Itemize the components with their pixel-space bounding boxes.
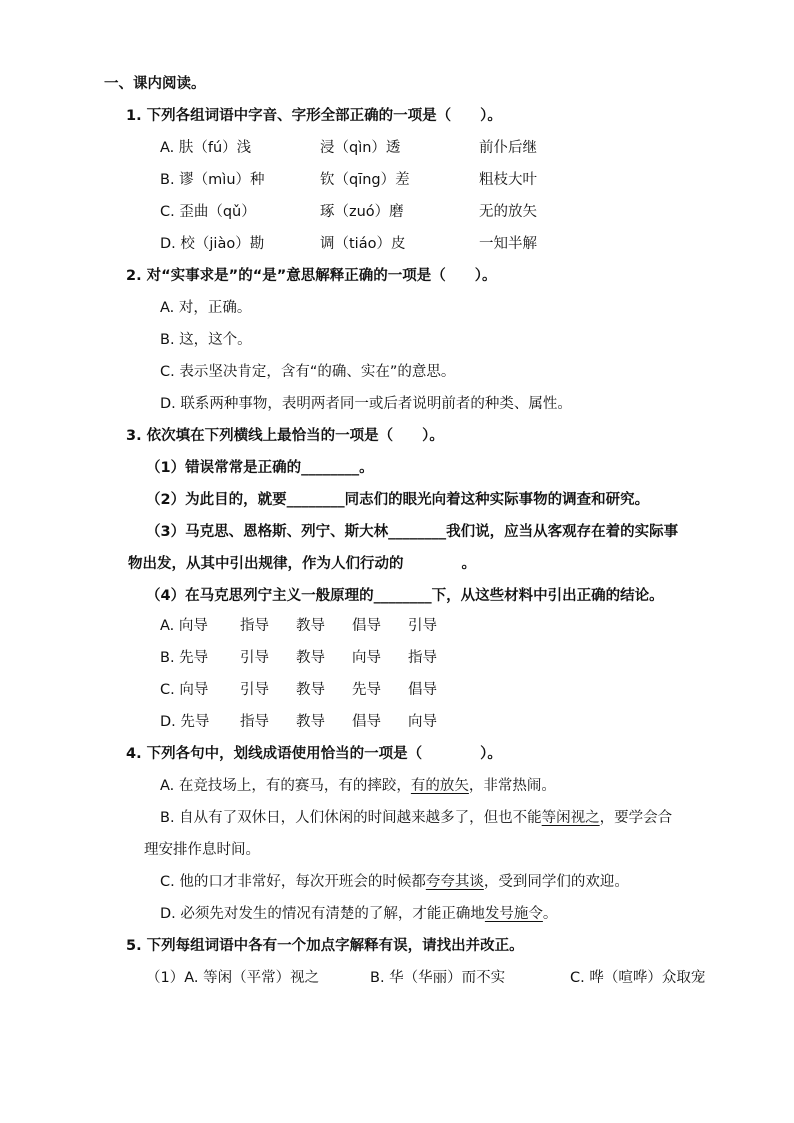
q3-sentence-4: （4）在马克思列宁主义一般原理的________下，从这些材料中引出正确的结论。 [146, 588, 664, 604]
q4-option-c [160, 872, 629, 892]
q3-c-w3: 教导 [296, 682, 325, 698]
q3-stem: 3. 依次填在下列横线上最恰当的一项是（ ）。 [126, 428, 444, 444]
q5-1-a: （1）A. 等闲（平常）视之 [146, 970, 320, 986]
q4-b-text: B. 自从有了双休日，人们休闲的时间越来越多了，但也不能 [160, 810, 542, 826]
q3-d-w4: 倡导 [352, 714, 381, 730]
q3-d-w3: 教导 [296, 714, 325, 730]
q4-a-underlined-idiom: 有的放矢 [410, 778, 469, 794]
q3-a-w1: A. 向导 [160, 618, 208, 634]
q4-option-b [160, 808, 672, 828]
q3-d-w5: 向导 [408, 714, 437, 730]
q4-c-text: C. 他的口才非常好，每次开班会的时候都 [160, 874, 426, 890]
q1-stem: 1. 下列各组词语中字音、字形全部正确的一项是（ ）。 [126, 108, 502, 124]
q5-1-b: B. 华（华丽）而不实 [370, 970, 506, 986]
q4-d-text: D. 必须先对发生的情况有清楚的了解，才能正确地 [160, 906, 485, 922]
q3-c-w2: 引导 [240, 682, 269, 698]
q1-c-word1: C. 歪曲（qǔ） [160, 204, 256, 220]
q1-a-word3: 前仆后继 [479, 140, 537, 156]
q5-1-c: C. 哗（喧哗）众取宠 [570, 970, 706, 986]
q1-b-word1: B. 谬（mìu）种 [160, 172, 265, 188]
q1-d-word1: D. 校（jiào）勘 [160, 236, 265, 252]
section-title: 一、课内阅读。 [104, 76, 206, 92]
q4-b-text-end: ，要学会合 [599, 810, 673, 826]
q3-b-w3: 教导 [296, 650, 325, 666]
q3-b-w2: 引导 [240, 650, 269, 666]
q5-stem: 5. 下列每组词语中各有一个加点字解释有误，请找出并改正。 [126, 938, 524, 954]
q3-sentence-3: （3）马克思、恩格斯、列宁、斯大林________我们说，应当从客观存在着的实际事 [146, 524, 679, 540]
q1-a-word1: A. 肤（fú）浅 [160, 140, 252, 156]
q4-a-text-end: ，非常热闹。 [468, 778, 556, 794]
q3-b-w4: 向导 [352, 650, 381, 666]
q4-option-d [160, 904, 557, 924]
q3-b-w5: 指导 [408, 650, 437, 666]
q2-option-b: B. 这，这个。 [160, 332, 252, 348]
q3-c-w1: C. 向导 [160, 682, 209, 698]
q4-option-b-cont: 理安排作息时间。 [144, 842, 260, 858]
q2-option-d: D. 联系两种事物，表明两者同一或后者说明前者的种类、属性。 [160, 396, 572, 412]
q4-b-underlined-idiom: 等闲视之 [541, 810, 600, 826]
q4-d-text-end: 。 [542, 906, 558, 922]
q4-c-text-end: ，受到同学们的欢迎。 [483, 874, 629, 890]
q1-b-word2: 钦（qīng）差 [320, 172, 410, 188]
q3-sentence-1: （1）错误常常是正确的________。 [146, 460, 374, 476]
q3-sentence-3-cont: 物出发，从其中引出规律，作为人们行动的 。 [128, 556, 476, 572]
q3-a-w2: 指导 [240, 618, 269, 634]
q1-a-word2: 浸（qìn）透 [320, 140, 401, 156]
q4-a-text: A. 在竞技场上，有的赛马，有的摔跤， [160, 778, 411, 794]
q3-c-w4: 先导 [352, 682, 381, 698]
q4-option-a [160, 776, 556, 796]
q2-option-c: C. 表示坚决肯定，含有“的确、实在”的意思。 [160, 364, 456, 380]
q3-b-w1: B. 先导 [160, 650, 209, 666]
q4-d-underlined-idiom: 发号施令 [484, 906, 543, 922]
q2-stem: 2. 对“实事求是”的“是”意思解释正确的一项是（ ）。 [126, 268, 497, 284]
q4-stem: 4. 下列各句中，划线成语使用恰当的一项是（ ）。 [126, 746, 502, 762]
q3-a-w4: 倡导 [352, 618, 381, 634]
q3-c-w5: 倡导 [408, 682, 437, 698]
q3-d-w1: D. 先导 [160, 714, 210, 730]
q3-d-w2: 指导 [240, 714, 269, 730]
q4-c-underlined-idiom: 夸夸其谈 [425, 874, 484, 890]
q1-c-word2: 琢（zuó）磨 [320, 204, 404, 220]
q1-d-word3: 一知半解 [479, 236, 537, 252]
q3-a-w3: 教导 [296, 618, 325, 634]
q1-d-word2: 调（tiáo）皮 [320, 236, 406, 252]
q2-option-a: A. 对，正确。 [160, 300, 252, 316]
q3-a-w5: 引导 [408, 618, 437, 634]
q1-c-word3: 无的放矢 [479, 204, 537, 220]
q3-sentence-2: （2）为此目的，就要________同志们的眼光向着这种实际事物的调查和研究。 [146, 492, 650, 508]
q1-b-word3: 粗枝大叶 [479, 172, 537, 188]
